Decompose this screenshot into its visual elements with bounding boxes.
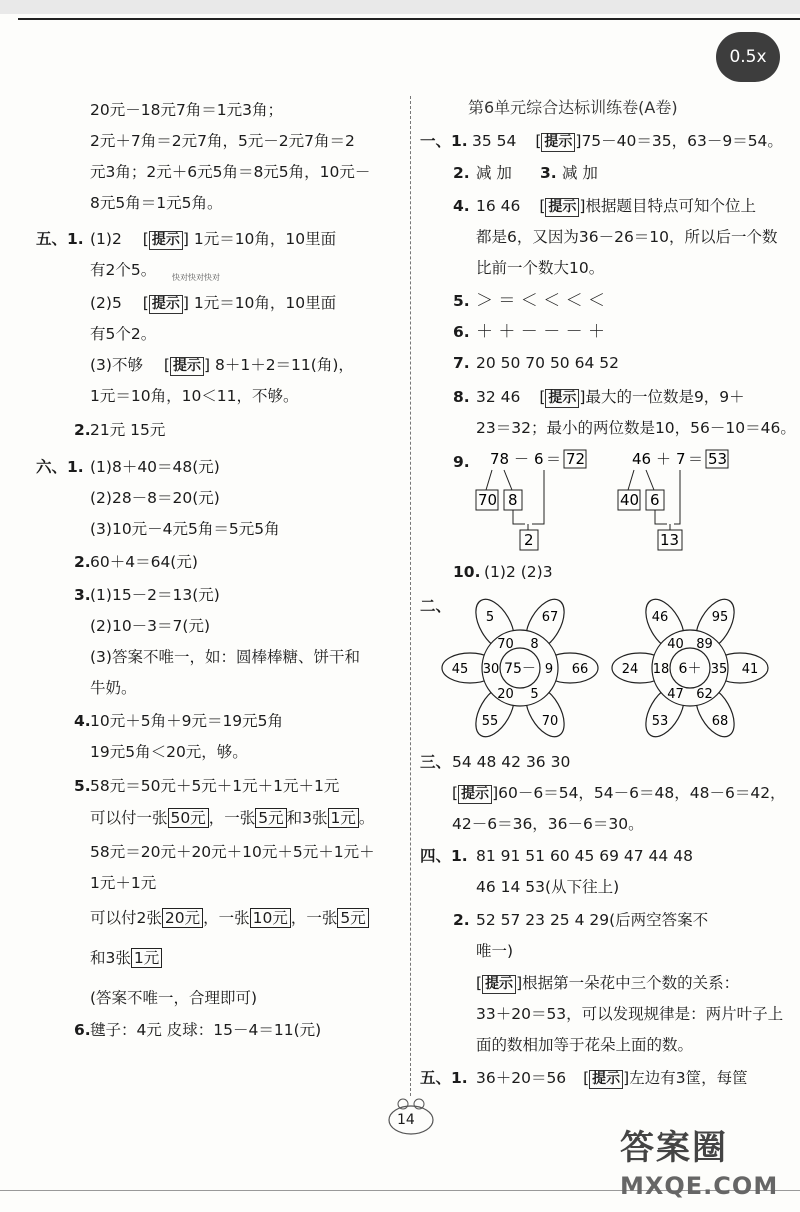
operand: 6 (534, 450, 544, 468)
flower-outer-number: 66 (571, 662, 589, 677)
text-line: 10元＋5角＋9元＝19元5角 (90, 712, 284, 730)
hint-text: 1元＝10角，10里面 (193, 230, 337, 248)
hint-text: 根据题目特点可知个位上 (585, 197, 756, 215)
question-number: 5. (453, 292, 470, 310)
section-label: 五、1. (36, 230, 84, 248)
text-fragment: 。 (358, 809, 375, 827)
text-line: (1)8＋40＝48(元) (90, 458, 220, 476)
flower-inner-number: 5 (530, 687, 539, 703)
result-value: 72 (566, 450, 586, 468)
text-line: (答案不唯一，合理即可) (90, 989, 258, 1007)
flower-outer-number: 24 (621, 662, 639, 677)
text-line: 23＝32；最小的两位数是10，56－10＝46。 (476, 419, 796, 437)
hint-tag: 提示 (545, 389, 579, 408)
decomposition-diagram-2 (618, 450, 728, 550)
column-divider (410, 96, 411, 1096)
flower-inner-number: 18 (652, 662, 670, 677)
flower-inner-number: 89 (696, 636, 713, 652)
answer: (1)2 [ 提示 ] 1元＝10角，10里面 (90, 230, 337, 248)
result-value: 53 (708, 450, 728, 468)
question-number: 6. (453, 323, 470, 341)
text-line: 毽子：4元 皮球：15－4＝11(元) (90, 1021, 322, 1039)
hint-line: [ 提示 ]根据第一朵花中三个数的关系： (476, 974, 740, 992)
final-value: 2 (524, 531, 534, 549)
operand: 7 (676, 450, 686, 468)
section-label: 六、1. (36, 458, 84, 476)
question-number: 9. (453, 453, 470, 471)
answer-value: 减 加 (476, 164, 512, 182)
text-line: 19元5角＜20元，够。 (90, 743, 248, 761)
hint-text: 8＋1＋2＝11(角)， (214, 356, 354, 374)
hint-tag: 提示 (482, 975, 516, 994)
hint-text: 1元＝10角，10里面 (193, 294, 337, 312)
question-number: 10. (453, 563, 481, 581)
flower-inner-number: 8 (530, 636, 539, 652)
text-line: 20元－18元7角＝1元3角； (90, 101, 284, 119)
text-fragment: 可以付2张 (90, 909, 162, 927)
question-number: 2. (453, 164, 470, 182)
final-value: 13 (660, 531, 680, 549)
hint-tag: 提示 (170, 357, 204, 376)
flower-inner-number: 62 (696, 687, 713, 703)
answer-value: (2)5 (90, 294, 122, 312)
connector-line (532, 470, 544, 524)
answer-value: 20 50 70 50 64 52 (476, 354, 619, 372)
page-number: 14 (397, 1112, 415, 1128)
text-line: 有2个5。 (90, 261, 157, 279)
page-title: 第6单元综合达标训练卷(A卷) (468, 98, 678, 117)
decomposition-diagrams (470, 446, 728, 556)
section-label: 二、 (420, 597, 452, 615)
answer: 16 46 [ 提示 ]根据题目特点可知个位上 (476, 197, 756, 215)
answer: 36＋20＝56 [ 提示 ]左边有3筐，每筐 (476, 1069, 748, 1087)
flower-center-label: 75－ (504, 661, 536, 677)
bill-box: 20元 (162, 908, 203, 928)
answer: (2)5 [ 提示 ] 1元＝10角，10里面 (90, 294, 337, 312)
text-line: 60＋4＝64(元) (90, 553, 198, 571)
answer-value: 52 57 23 25 4 29(后两空答案不 (476, 911, 709, 929)
flower-outer-number: 68 (711, 713, 729, 729)
question-number: 2. (453, 911, 470, 929)
hint-tag: 提示 (589, 1070, 623, 1089)
connector-line (674, 470, 680, 524)
hint-text: 根据第一朵花中三个数的关系： (522, 974, 740, 992)
flower-inner-number: 35 (710, 662, 728, 677)
operator: ＋ (656, 450, 672, 468)
hint-tag: 提示 (541, 133, 575, 152)
question-number: 4. (74, 712, 91, 730)
text-line: 33＋20＝53，可以发现规律是：两片叶子上 (476, 1005, 784, 1023)
text-fragment: ，一张 (203, 909, 250, 927)
connector-line (513, 510, 525, 524)
section-label: 一、1. (420, 132, 468, 150)
answer-value: 36＋20＝56 (476, 1069, 567, 1087)
question-number: 8. (453, 388, 470, 406)
text-line: 2元＋7角＝2元7角，5元－2元7角＝2 (90, 132, 355, 150)
text-line: 有5个2。 (90, 325, 157, 343)
text-line: 42－6＝36，36－6＝30。 (452, 815, 644, 833)
branch-line (486, 470, 492, 490)
flower-inner-number: 20 (497, 687, 514, 703)
connector-line (655, 510, 667, 524)
text-line (90, 808, 374, 828)
text-fragment: 和3张 (90, 949, 131, 967)
text-line: 都是6，又因为36－26＝10，所以后一个数 (476, 228, 778, 246)
section-label: 四、1. (420, 847, 468, 865)
text-line: 面的数相加等于花朵上面的数。 (476, 1036, 694, 1054)
hint-line: [ 提示 ]60－6＝54，54－6＝48，48－6＝42， (452, 784, 786, 802)
split-value: 8 (508, 491, 518, 509)
bill-box: 50元 (168, 808, 209, 828)
text-line (90, 908, 369, 928)
question-number: 3. (540, 164, 557, 182)
text-line: 1元＝10角，10＜11，不够。 (90, 387, 299, 405)
text-line: 58元＝50元＋5元＋1元＋1元＋1元 (90, 777, 340, 795)
hint-tag: 提示 (458, 785, 492, 804)
text-line: 唯一) (476, 942, 514, 960)
flower-outer-number: 41 (741, 662, 759, 677)
flower-outer-number: 46 (651, 610, 669, 626)
text-line: 1元＋1元 (90, 874, 157, 892)
text-line: (2)28－8＝20(元) (90, 489, 220, 507)
bill-box: 5元 (255, 808, 286, 828)
answer-value: ＞ ＝ ＜ ＜ ＜ ＜ (476, 291, 606, 311)
question-number: 7. (453, 354, 470, 372)
section-label: 三、 (420, 753, 452, 771)
split-value: 40 (620, 491, 640, 509)
branch-line (504, 470, 512, 490)
hint-text: 左边有3筐，每筐 (629, 1069, 748, 1087)
section-label: 五、1. (420, 1069, 468, 1087)
zoom-indicator-button[interactable]: 0.5x (716, 32, 780, 82)
flower-outer-number: 55 (481, 713, 499, 729)
flower-outer-number: 67 (541, 610, 559, 626)
flower-outer-number: 95 (711, 610, 729, 626)
bill-box: 10元 (250, 908, 291, 928)
flower-outer-number: 53 (651, 713, 669, 729)
operand: 78 (490, 450, 510, 468)
question-number: 3. (74, 586, 91, 604)
answer: (3)不够 [ 提示 ] 8＋1＋2＝11(角)， (90, 356, 354, 374)
flower-diagrams (440, 588, 790, 748)
bill-box: 1元 (328, 808, 359, 828)
branch-line (646, 470, 654, 490)
text-fragment: ，一张 (208, 809, 256, 827)
top-rule (18, 18, 800, 20)
decomposition-diagram-1 (476, 450, 586, 550)
answer-value: (1)2 (90, 230, 122, 248)
bill-box: 1元 (131, 948, 162, 968)
answer-value: 21元 15元 (90, 421, 166, 439)
top-bar (0, 0, 800, 14)
hint-tag: 提示 (545, 198, 579, 217)
flower-outer-number: 70 (541, 713, 559, 729)
answer: 32 46 [ 提示 ]最大的一位数是9，9＋ (476, 388, 745, 406)
flower-outer-number: 45 (451, 662, 469, 677)
hint-tag: 提示 (149, 231, 183, 250)
answer-value: 81 91 51 60 45 69 47 44 48 (476, 847, 693, 865)
flower-inner-number: 70 (497, 636, 514, 652)
watermark-logo: 答案圈 (620, 1128, 728, 1168)
text-line: 8元5角＝1元5角。 (90, 194, 223, 212)
question-number: 6. (74, 1021, 91, 1039)
question-number: 2. (74, 553, 91, 571)
answer-value: (3)不够 (90, 356, 143, 374)
text-fragment: ，一张 (290, 909, 338, 927)
answer-value: ＋ ＋ － － － ＋ (476, 322, 606, 342)
branch-line (628, 470, 634, 490)
hint-tag: 提示 (149, 295, 183, 314)
operator: － (514, 450, 530, 468)
answer-value: 54 48 42 36 30 (452, 753, 571, 771)
text-line: (2)10－3＝7(元) (90, 617, 210, 635)
text-line: 58元＝20元＋20元＋10元＋5元＋1元＋ (90, 843, 375, 861)
flower-inner-number: 9 (544, 662, 554, 677)
split-value: 6 (650, 491, 660, 509)
answer-value: (1)2 (2)3 (484, 563, 553, 581)
hint-text: 60－6＝54，54－6＝48，48－6＝42， (498, 784, 786, 802)
answer-value: 32 46 (476, 388, 521, 406)
answer: 35 54 [ 提示 ]75－40＝35，63－9＝54。 (472, 132, 783, 150)
text-line: (3)答案不唯一，如：圆棒棒糖、饼干和 (90, 648, 360, 666)
watermark-url: MXQE.COM (620, 1172, 779, 1200)
question-number: 2. (74, 421, 91, 439)
flower-outer-number: 5 (485, 610, 495, 626)
text-line: (3)10元－4元5角＝5元5角 (90, 520, 280, 538)
hint-text: 75－40＝35，63－9＝54。 (581, 132, 783, 150)
flower-inner-number: 47 (667, 687, 684, 703)
answer-value: 35 54 (472, 132, 517, 150)
answer-value: 减 加 (562, 164, 598, 182)
text-line (90, 948, 162, 968)
answer-value: 46 14 53(从下往上) (476, 878, 620, 896)
operand: 46 (632, 450, 652, 468)
hint-text: 最大的一位数是9，9＋ (585, 388, 745, 406)
text-line: (1)15－2＝13(元) (90, 586, 220, 604)
equals-sign: ＝ (688, 450, 704, 468)
stamp-logo: 快对快对快对 (172, 273, 220, 282)
bill-box: 5元 (337, 908, 368, 928)
flower-inner-number: 30 (482, 662, 500, 677)
question-number: 4. (453, 197, 470, 215)
text-fragment: 可以付一张 (90, 809, 168, 827)
text-line: 比前一个数大10。 (476, 259, 605, 277)
equals-sign: ＝ (546, 450, 562, 468)
flower-center-label: 6＋ (678, 661, 702, 677)
question-number: 5. (74, 777, 91, 795)
text-line: 牛奶。 (90, 679, 137, 697)
flower-inner-number: 40 (667, 636, 684, 652)
split-value: 70 (478, 491, 498, 509)
answer-value: 16 46 (476, 197, 521, 215)
text-line: 元3角；2元＋6元5角＝8元5角，10元－ (90, 163, 371, 181)
text-fragment: 和3张 (286, 809, 328, 827)
